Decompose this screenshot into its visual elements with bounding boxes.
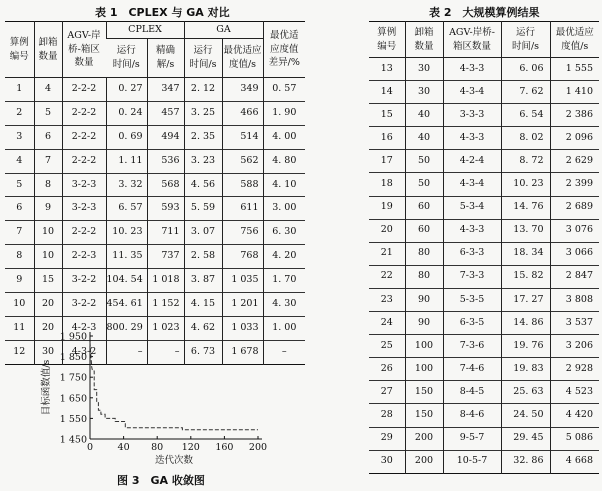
y-tick-label: 1 750 <box>59 372 87 384</box>
t1-cell: 7 <box>34 149 62 173</box>
t2-cell: 150 <box>405 381 443 404</box>
t1-cell: 15 <box>34 269 62 293</box>
t1-cell: 6 <box>34 125 62 149</box>
t2-header-case-no: 算例 编号 <box>369 22 405 58</box>
table-row <box>369 150 599 173</box>
y-tick-label: 1 550 <box>59 413 87 425</box>
t1-cell: 1 018 <box>147 269 184 293</box>
t1-header-ga-fit: 最优适应 度值/s <box>222 39 263 78</box>
ga-convergence-chart <box>40 328 280 468</box>
t2-cell: 4-3-4 <box>443 81 501 104</box>
chart-ylabel: 目标函数值/s <box>41 359 52 416</box>
t2-cell: 10. 23 <box>501 173 550 196</box>
t2-cell: 20 <box>369 219 405 242</box>
t1-cell: 0. 27 <box>106 78 147 102</box>
table-row <box>5 125 305 149</box>
t2-cell: 22 <box>369 265 405 288</box>
t1-cell: 3. 07 <box>184 221 222 245</box>
t1-header-cplex-time: 运行 时间/s <box>106 39 147 78</box>
t1-cell: 6. 73 <box>184 340 222 364</box>
t1-cell: 4. 20 <box>263 245 305 269</box>
x-tick-label: 200 <box>248 442 268 453</box>
t1-cell: 4-3-2 <box>62 340 106 364</box>
t1-cell: 3 <box>5 125 34 149</box>
t2-cell: 25. 63 <box>501 381 550 404</box>
x-tick-label: 40 <box>117 442 130 453</box>
t1-cell: 347 <box>147 78 184 102</box>
t2-cell: 13. 70 <box>501 219 550 242</box>
t2-cell: 16 <box>369 127 405 150</box>
t1-cell: 6 <box>5 197 34 221</box>
t2-cell: 50 <box>405 173 443 196</box>
t2-cell: 1 410 <box>550 81 599 104</box>
table-row <box>369 127 599 150</box>
t2-cell: 3-3-3 <box>443 104 501 127</box>
t1-cell: 11. 35 <box>106 245 147 269</box>
table-row <box>5 245 305 269</box>
t1-cell: 30 <box>34 340 62 364</box>
t1-cell: 4. 80 <box>263 149 305 173</box>
table-row <box>369 104 599 127</box>
t1-cell: – <box>263 340 305 364</box>
t1-cell: 1 023 <box>147 316 184 340</box>
table-row <box>5 78 305 102</box>
t1-cell: 3-2-3 <box>62 197 106 221</box>
t1-cell: 12 <box>5 340 34 364</box>
table-row <box>369 81 599 104</box>
t1-cell: 457 <box>147 101 184 125</box>
t2-cell: 8. 02 <box>501 127 550 150</box>
t2-header-berths: 卸箱 数量 <box>405 22 443 58</box>
table2 <box>369 21 599 474</box>
t2-cell: 30 <box>369 450 405 473</box>
t1-cell: 536 <box>147 149 184 173</box>
t1-cell: 1. 70 <box>263 269 305 293</box>
t2-cell: 4-3-4 <box>443 173 501 196</box>
t2-cell: 24 <box>369 312 405 335</box>
t2-cell: 32. 86 <box>501 450 550 473</box>
t2-cell: 7-4-6 <box>443 358 501 381</box>
t2-cell: 150 <box>405 404 443 427</box>
t1-cell: 711 <box>147 221 184 245</box>
t2-cell: 2 386 <box>550 104 599 127</box>
table-row <box>369 312 599 335</box>
t1-cell: 4. 15 <box>184 293 222 317</box>
t2-cell: 9-5-7 <box>443 427 501 450</box>
t1-cell: 3-2-2 <box>62 293 106 317</box>
t1-cell: 5 <box>34 101 62 125</box>
t1-cell: 10 <box>5 293 34 317</box>
t1-cell: 4. 56 <box>184 173 222 197</box>
table-row <box>369 335 599 358</box>
t1-cell: 1 201 <box>222 293 263 317</box>
t2-cell: 200 <box>405 427 443 450</box>
x-tick-label: 80 <box>151 442 164 453</box>
t1-cell: 0. 69 <box>106 125 147 149</box>
t1-cell: 2-2-2 <box>62 221 106 245</box>
y-tick-label: 1 650 <box>59 393 87 405</box>
t2-cell: 8-4-5 <box>443 381 501 404</box>
table-row <box>369 173 599 196</box>
table-row <box>369 196 599 219</box>
t1-cell: 4. 62 <box>184 316 222 340</box>
t1-header-cplex: CPLEX <box>106 22 184 39</box>
t2-cell: 2 847 <box>550 265 599 288</box>
t2-cell: 19 <box>369 196 405 219</box>
t1-cell: 7 <box>5 221 34 245</box>
t1-cell: 1 <box>5 78 34 102</box>
t2-header-config: AGV-岸桥- 箱区数量 <box>443 22 501 58</box>
t1-header-ga-time: 运行 时间/s <box>184 39 222 78</box>
t1-cell: 8 <box>5 245 34 269</box>
t1-cell: 9 <box>34 197 62 221</box>
t1-cell: – <box>106 340 147 364</box>
t2-cell: 4-3-3 <box>443 219 501 242</box>
t1-cell: 454. 61 <box>106 293 147 317</box>
t1-cell: 2-2-2 <box>62 78 106 102</box>
t1-cell: 0. 24 <box>106 101 147 125</box>
t2-cell: 29. 45 <box>501 427 550 450</box>
table1 <box>5 21 305 365</box>
t2-cell: 6. 54 <box>501 104 550 127</box>
t2-cell: 6. 06 <box>501 58 550 81</box>
t2-cell: 23 <box>369 288 405 311</box>
t1-cell: 1 678 <box>222 340 263 364</box>
t2-cell: 8-4-6 <box>443 404 501 427</box>
t1-cell: 4. 30 <box>263 293 305 317</box>
t2-cell: 10-5-7 <box>443 450 501 473</box>
t2-cell: 4 523 <box>550 381 599 404</box>
table-row <box>5 197 305 221</box>
t2-cell: 30 <box>405 81 443 104</box>
t1-header-gap: 最优适 应度值 差异/% <box>263 22 305 78</box>
t1-header-berths: 卸箱 数量 <box>34 22 62 78</box>
t1-cell: 9 <box>5 269 34 293</box>
t2-cell: 15 <box>369 104 405 127</box>
t2-cell: 90 <box>405 288 443 311</box>
t2-cell: 4-3-3 <box>443 127 501 150</box>
t2-cell: 19. 76 <box>501 335 550 358</box>
t2-cell: 26 <box>369 358 405 381</box>
t2-cell: 2 928 <box>550 358 599 381</box>
t2-cell: 100 <box>405 335 443 358</box>
t1-cell: 6. 30 <box>263 221 305 245</box>
t1-cell: 800. 29 <box>106 316 147 340</box>
t2-cell: 6-3-5 <box>443 312 501 335</box>
t1-cell: 20 <box>34 316 62 340</box>
t1-cell: 2. 12 <box>184 78 222 102</box>
t1-cell: 2 <box>5 101 34 125</box>
t2-cell: 3 537 <box>550 312 599 335</box>
t1-cell: 5 <box>5 173 34 197</box>
table-row <box>5 269 305 293</box>
t1-cell: 3-2-3 <box>62 173 106 197</box>
t1-cell: 3. 25 <box>184 101 222 125</box>
t2-cell: 60 <box>405 219 443 242</box>
t1-cell: 1. 11 <box>106 149 147 173</box>
t2-cell: 2 096 <box>550 127 599 150</box>
t2-cell: 100 <box>405 358 443 381</box>
table-row <box>369 381 599 404</box>
t1-cell: 2-2-2 <box>62 125 106 149</box>
series-line-ga <box>90 342 258 430</box>
y-tick-label: 1 950 <box>59 331 87 343</box>
t2-cell: 14. 76 <box>501 196 550 219</box>
table-row <box>369 427 599 450</box>
t2-cell: 17. 27 <box>501 288 550 311</box>
x-tick-label: 160 <box>215 442 234 453</box>
t1-cell: 4 <box>5 149 34 173</box>
t1-header-config: AGV-岸 桥-箱区 数量 <box>62 22 106 78</box>
t1-cell: 11 <box>5 316 34 340</box>
figure3-caption: 图 3 GA 收敛图 <box>117 474 205 487</box>
t2-cell: 60 <box>405 196 443 219</box>
table-row <box>369 242 599 265</box>
table-row <box>369 219 599 242</box>
t1-header-ga: GA <box>184 22 263 39</box>
chart-axes <box>90 332 262 439</box>
t2-cell: 2 629 <box>550 150 599 173</box>
t1-cell: 6. 57 <box>106 197 147 221</box>
t1-cell: 10 <box>34 221 62 245</box>
y-tick-label: 1 450 <box>59 434 87 446</box>
t2-cell: 19. 83 <box>501 358 550 381</box>
x-tick-label: 0 <box>86 442 94 453</box>
t2-cell: 80 <box>405 265 443 288</box>
table-row <box>5 149 305 173</box>
t2-header-fit: 最优适应 度值/s <box>550 22 599 58</box>
t2-cell: 24. 50 <box>501 404 550 427</box>
t2-cell: 13 <box>369 58 405 81</box>
t1-cell: 1 033 <box>222 316 263 340</box>
t1-cell: 768 <box>222 245 263 269</box>
t1-cell: 2. 35 <box>184 125 222 149</box>
t2-cell: 2 689 <box>550 196 599 219</box>
table-row <box>369 450 599 473</box>
t1-cell: 1. 00 <box>263 316 305 340</box>
t2-cell: 80 <box>405 242 443 265</box>
t2-cell: 4-2-4 <box>443 150 501 173</box>
t2-cell: 25 <box>369 335 405 358</box>
t2-cell: 14. 86 <box>501 312 550 335</box>
t1-cell: 494 <box>147 125 184 149</box>
t2-cell: 3 066 <box>550 242 599 265</box>
t1-cell: 514 <box>222 125 263 149</box>
t2-cell: 17 <box>369 150 405 173</box>
t1-cell: 3. 32 <box>106 173 147 197</box>
table-row <box>369 265 599 288</box>
x-tick-label: 120 <box>181 442 200 453</box>
t2-cell: 90 <box>405 312 443 335</box>
t1-cell: 588 <box>222 173 263 197</box>
t1-cell: 1 035 <box>222 269 263 293</box>
t1-cell: 4. 00 <box>263 125 305 149</box>
t1-cell: 3. 87 <box>184 269 222 293</box>
t1-header-cplex-opt: 精确 解/s <box>147 39 184 78</box>
t2-header-time: 运行 时间/s <box>501 22 550 58</box>
table-row <box>369 288 599 311</box>
t1-cell: 2-2-3 <box>62 245 106 269</box>
t1-cell: 5. 59 <box>184 197 222 221</box>
t1-cell: 0. 57 <box>263 78 305 102</box>
t1-cell: 8 <box>34 173 62 197</box>
t2-cell: 18 <box>369 173 405 196</box>
t1-cell: 2-2-2 <box>62 149 106 173</box>
table-row <box>369 358 599 381</box>
t1-cell: 593 <box>147 197 184 221</box>
t2-cell: 6-3-3 <box>443 242 501 265</box>
t2-cell: 2 399 <box>550 173 599 196</box>
t2-cell: 29 <box>369 427 405 450</box>
t2-cell: 50 <box>405 150 443 173</box>
t2-cell: 1 555 <box>550 58 599 81</box>
t1-cell: 466 <box>222 101 263 125</box>
t2-cell: 15. 82 <box>501 265 550 288</box>
t2-cell: 28 <box>369 404 405 427</box>
t2-cell: 7-3-3 <box>443 265 501 288</box>
table-row <box>5 221 305 245</box>
t2-cell: 4-3-3 <box>443 58 501 81</box>
t2-cell: 40 <box>405 127 443 150</box>
t1-cell: 1. 90 <box>263 101 305 125</box>
t1-cell: 737 <box>147 245 184 269</box>
t1-cell: 1 152 <box>147 293 184 317</box>
t1-cell: 4-2-3 <box>62 316 106 340</box>
t2-cell: 14 <box>369 81 405 104</box>
t2-cell: 27 <box>369 381 405 404</box>
t2-cell: 5-3-4 <box>443 196 501 219</box>
table-row <box>5 101 305 125</box>
t2-cell: 3 808 <box>550 288 599 311</box>
t2-cell: 7. 62 <box>501 81 550 104</box>
t2-cell: 40 <box>405 104 443 127</box>
t2-cell: 30 <box>405 58 443 81</box>
t1-cell: 20 <box>34 293 62 317</box>
table-row <box>5 293 305 317</box>
t1-cell: 2. 58 <box>184 245 222 269</box>
t2-cell: 18. 34 <box>501 242 550 265</box>
t1-cell: 568 <box>147 173 184 197</box>
t1-cell: 3. 00 <box>263 197 305 221</box>
t1-cell: 756 <box>222 221 263 245</box>
t1-header-case-no: 算例 编号 <box>9 36 29 62</box>
t2-cell: 4 420 <box>550 404 599 427</box>
t2-cell: 8. 72 <box>501 150 550 173</box>
t1-cell: 4 <box>34 78 62 102</box>
t1-cell: 2-2-2 <box>62 101 106 125</box>
t2-cell: 21 <box>369 242 405 265</box>
chart-xlabel: 迭代次数 <box>154 455 194 466</box>
table-row <box>369 58 599 81</box>
t1-cell: 3. 23 <box>184 149 222 173</box>
t2-cell: 3 076 <box>550 219 599 242</box>
t1-cell: 10 <box>34 245 62 269</box>
t1-cell: 349 <box>222 78 263 102</box>
t2-cell: 5 086 <box>550 427 599 450</box>
t1-cell: 4. 10 <box>263 173 305 197</box>
t1-cell: 562 <box>222 149 263 173</box>
table-row <box>5 173 305 197</box>
t1-cell: 10. 23 <box>106 221 147 245</box>
t1-cell: 104. 54 <box>106 269 147 293</box>
t2-cell: 200 <box>405 450 443 473</box>
t1-cell: 3-2-2 <box>62 269 106 293</box>
t2-cell: 4 668 <box>550 450 599 473</box>
table-row <box>369 404 599 427</box>
t2-cell: 3 206 <box>550 335 599 358</box>
t1-cell: 611 <box>222 197 263 221</box>
y-tick-label: 1 850 <box>59 352 87 364</box>
table1-caption: 表 1 CPLEX 与 GA 对比 <box>95 6 230 19</box>
t2-cell: 7-3-6 <box>443 335 501 358</box>
table2-caption: 表 2 大规模算例结果 <box>429 6 540 19</box>
t1-cell: – <box>147 340 184 364</box>
chart-series <box>90 342 258 430</box>
t2-cell: 5-3-5 <box>443 288 501 311</box>
